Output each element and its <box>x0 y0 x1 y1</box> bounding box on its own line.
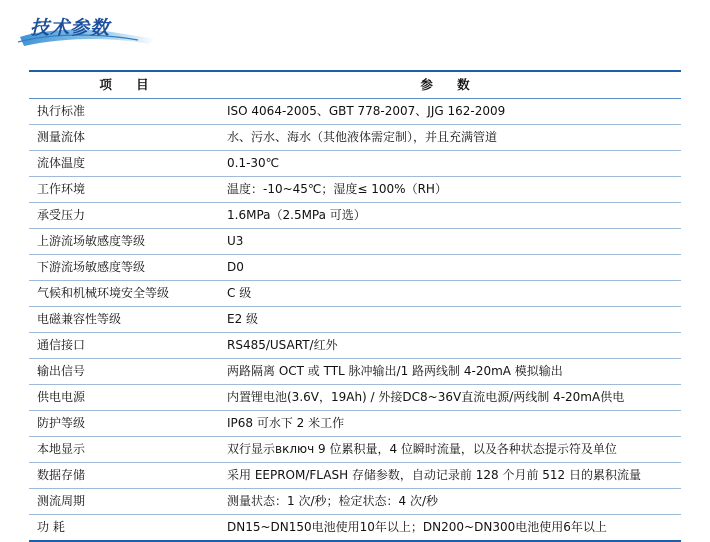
table-row <box>29 307 681 333</box>
cell-item: 上游流场敏感度等级 <box>29 229 219 255</box>
table-row <box>29 151 681 177</box>
table-row <box>29 125 681 151</box>
cell-item: 测量流体 <box>29 125 219 151</box>
cell-value: D0 <box>219 255 681 281</box>
table-row <box>29 359 681 385</box>
cell-item: 流体温度 <box>29 151 219 177</box>
cell-value: C 级 <box>219 281 681 307</box>
table-row <box>29 177 681 203</box>
cell-value: 测量状态：1 次/秒；检定状态：4 次/秒 <box>219 489 681 515</box>
table-row <box>29 437 681 463</box>
table-row <box>29 281 681 307</box>
cell-value: 双行显示включ 9 位累积量，4 位瞬时流量，以及各种状态提示符及单位 <box>219 437 681 463</box>
cell-item: 电磁兼容性等级 <box>29 307 219 333</box>
cell-item: 通信接口 <box>29 333 219 359</box>
cell-item: 供电电源 <box>29 385 219 411</box>
column-header-value-label: 参 数 <box>420 77 480 92</box>
cell-item: 输出信号 <box>29 359 219 385</box>
table-row <box>29 229 681 255</box>
cell-item: 本地显示 <box>29 437 219 463</box>
table-row <box>29 489 681 515</box>
cell-value: E2 级 <box>219 307 681 333</box>
table-header-row <box>29 71 681 99</box>
cell-value: 温度：-10~45℃；湿度≤ 100%（RH） <box>219 177 681 203</box>
table-row <box>29 203 681 229</box>
spec-table <box>29 70 681 542</box>
cell-item: 工作环境 <box>29 177 219 203</box>
cell-value: 内置锂电池(3.6V，19Ah) / 外接DC8~36V直流电源/两线制 4-20mA供电 <box>219 385 681 411</box>
cell-item: 承受压力 <box>29 203 219 229</box>
cell-value: IP68 可水下 2 米工作 <box>219 411 681 437</box>
table-row <box>29 411 681 437</box>
table-row <box>29 333 681 359</box>
cell-item: 测流周期 <box>29 489 219 515</box>
cell-value: ISO 4064-2005、GBT 778-2007、JJG 162-2009 <box>219 99 681 125</box>
column-header-item <box>29 71 219 99</box>
table-row <box>29 99 681 125</box>
cell-item: 防护等级 <box>29 411 219 437</box>
column-header-value <box>219 71 681 99</box>
cell-value: 采用 EEPROM/FLASH 存储参数，自动记录前 128 个月前 512 日的累积流量 <box>219 463 681 489</box>
cell-value: 水、污水、海水（其他液体需定制），并且充满管道 <box>219 125 681 151</box>
table-row <box>29 385 681 411</box>
table-row <box>29 255 681 281</box>
table-row <box>29 463 681 489</box>
cell-value: 0.1-30℃ <box>219 151 681 177</box>
table-row <box>29 515 681 542</box>
cell-value: RS485/USART/红外 <box>219 333 681 359</box>
header-banner <box>18 6 158 50</box>
cell-item: 下游流场敏感度等级 <box>29 255 219 281</box>
cell-item: 数据存储 <box>29 463 219 489</box>
cell-value: U3 <box>219 229 681 255</box>
spec-table-wrapper <box>29 70 681 542</box>
cell-item: 气候和机械环境安全等级 <box>29 281 219 307</box>
spec-table-body <box>29 71 681 541</box>
cell-item: 功 耗 <box>29 515 219 542</box>
cell-item: 执行标准 <box>29 99 219 125</box>
cell-value: 1.6MPa（2.5MPa 可选） <box>219 203 681 229</box>
column-header-item-label: 项 目 <box>99 77 159 92</box>
cell-value: 两路隔离 OCT 或 TTL 脉冲输出/1 路两线制 4-20mA 模拟输出 <box>219 359 681 385</box>
page-title: 技术参数 <box>30 17 111 39</box>
cell-value: DN15~DN150电池使用10年以上；DN200~DN300电池使用6年以上 <box>219 515 681 542</box>
